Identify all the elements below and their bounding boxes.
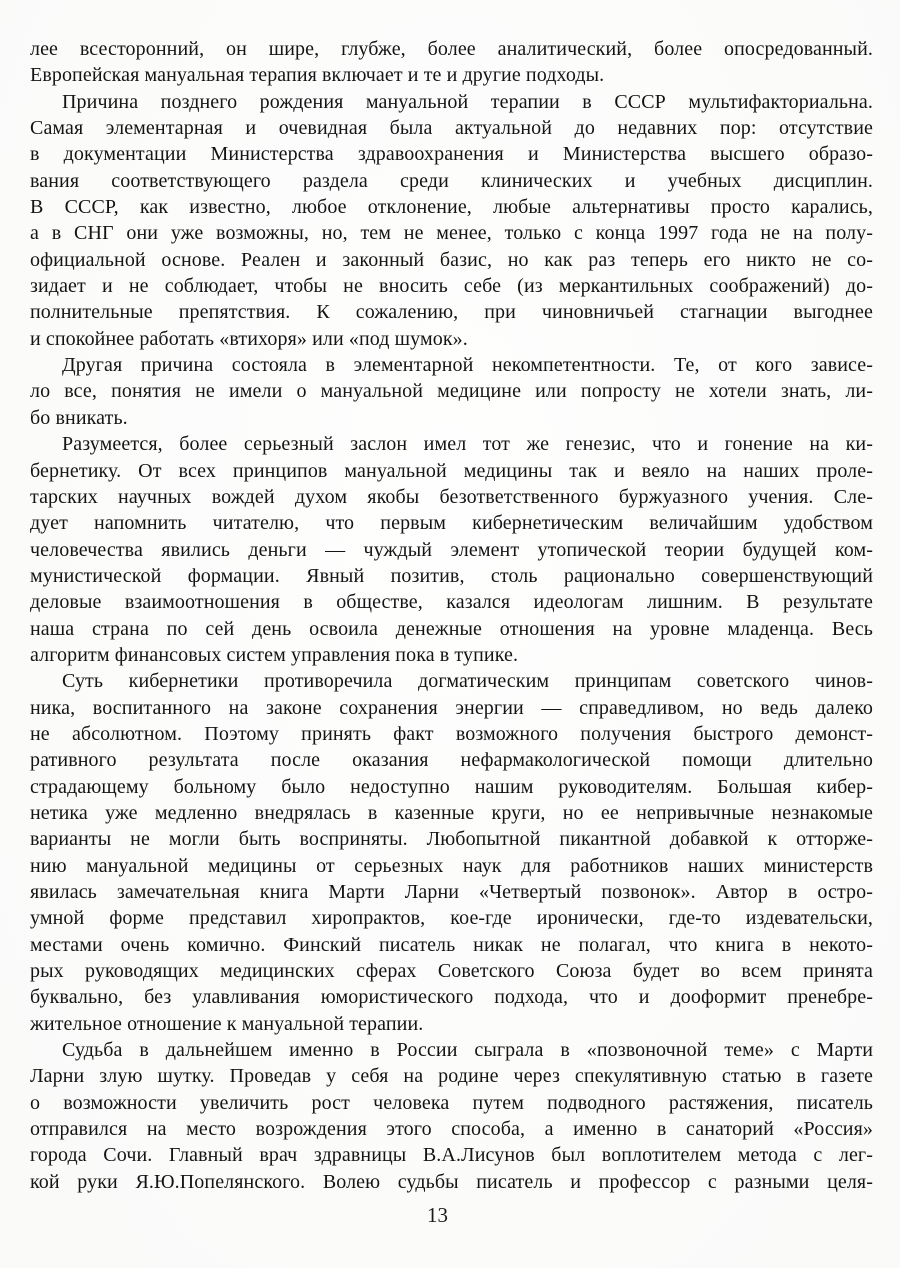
- text-line: ника, воспитанного на законе сохранения энергии — справедливом, но ведь далеко: [30, 696, 873, 719]
- paragraph: [30, 1037, 873, 1195]
- text-block: [30, 36, 873, 1195]
- text-line: Судьба в дальнейшем именно в России сыграла в «позвоночной теме» с Марти: [62, 1039, 873, 1062]
- text-line: и спокойнее работать «втихоря» или «под шумок».: [30, 327, 468, 350]
- text-line: нетика уже медленно внедрялась в казенные круги, но ее непривычные незнакомые: [30, 801, 873, 824]
- text-line: алгоритм финансовых систем управления пока в тупике.: [30, 643, 519, 666]
- paragraph: [30, 352, 873, 431]
- text-line: зидает и не соблюдает, чтобы не вносить себе (из меркантильных соображений) до-: [30, 275, 873, 298]
- paragraph: [30, 431, 873, 668]
- text-line: полнительные препятствия. К сожалению, при чиновничьей стагнации выгоднее: [30, 301, 873, 324]
- text-line: Другая причина состояла в элементарной некомпетентности. Те, от кого зависе-: [62, 354, 873, 377]
- text-line: В СССР, как известно, любое отклонение, любые альтернативы просто карались,: [30, 196, 873, 219]
- text-line: вания соответствующего раздела среди клинических и учебных дисциплин.: [30, 169, 873, 192]
- page-number: 13: [427, 1203, 448, 1227]
- text-line: бернетику. От всех принципов мануальной медицины так и веяло на наших проле-: [30, 459, 873, 482]
- text-line: человечества явились деньги — чуждый элемент утопической теории будущей ком-: [30, 538, 873, 561]
- paragraph: [30, 36, 873, 89]
- text-line: мунистической формации. Явный позитив, столь рационально совершенствующий: [30, 564, 873, 587]
- text-line: варианты не могли быть восприняты. Любопытной пикантной добавкой к отторже-: [30, 828, 873, 851]
- text-line: наша страна по сей день освоила денежные отношения на уровне младенца. Весь: [30, 617, 873, 640]
- text-line: буквально, без улавливания юмористического подхода, что и дооформит пренебре-: [30, 986, 873, 1009]
- text-line: местами очень комично. Финский писатель никак не полагал, что книга в некото-: [30, 933, 873, 956]
- text-line: Европейская мануальная терапия включает и те и другие подходы.: [30, 64, 605, 87]
- text-line: деловые взаимоотношения в обществе, казался идеологам лишним. В результате: [30, 591, 873, 614]
- text-line: Причина позднего рождения мануальной терапии в СССР мультифакториальна.: [62, 90, 873, 113]
- text-line: кой руки Я.Ю.Попелянского. Волею судьбы писатель и профессор с разными целя-: [30, 1170, 873, 1193]
- text-line: рых руководящих медицинских сферах Советского Союза будет во всем принята: [30, 960, 873, 983]
- text-line: отправился на место возрождения этого способа, а именно в санаторий «Россия»: [30, 1118, 873, 1141]
- text-line: Разумеется, более серьезный заслон имел тот же генезис, что и гонение на ки-: [62, 433, 873, 456]
- text-line: умной форме представил хиропрактов, кое-где иронически, где-то издевательски,: [30, 907, 873, 930]
- text-line: ративного результата после оказания нефармакологической помощи длительно: [30, 749, 873, 772]
- text-line: страдающему больному было недоступно нашим руководителям. Большая кибер-: [30, 775, 873, 798]
- text-line: а в СНГ они уже возможны, но, тем не менее, только с конца 1997 года не на полу-: [30, 222, 873, 245]
- text-line: ло все, понятия не имели о мануальной медицине или попросту не хотели знать, ли-: [30, 380, 873, 403]
- text-line: нию мануальной медицины от серьезных наук для работников наших министерств: [30, 854, 873, 877]
- text-line: Ларни злую шутку. Проведав у себя на родине через спекулятивную статью в газете: [30, 1065, 873, 1088]
- text-line: тарских научных вождей духом якобы безответственного буржуазного учения. Сле-: [30, 485, 873, 508]
- text-line: о возможности увеличить рост человека путем подводного растяжения, писатель: [30, 1091, 873, 1114]
- text-line: бо вникать.: [30, 406, 128, 429]
- text-line: дует напомнить читателю, что первым кибернетическим величайшим удобством: [30, 512, 873, 535]
- text-line: лее всесторонний, он шире, глубже, более аналитический, более опосредованный.: [30, 38, 873, 60]
- paragraph: [30, 89, 873, 352]
- text-line: города Сочи. Главный врач здравницы В.А.Лисунов был воплотителем метода с лег-: [30, 1144, 873, 1167]
- text-line: жительное отношение к мануальной терапии.: [30, 1012, 424, 1035]
- text-line: Самая элементарная и очевидная была актуальной до недавних пор: отсутствие: [30, 117, 873, 140]
- text-line: не абсолютном. Поэтому принять факт возможного получения быстрого демонст-: [30, 722, 873, 745]
- text-line: Суть кибернетики противоречила догматическим принципам советского чинов-: [62, 670, 873, 693]
- text-line: в документации Министерства здравоохранения и Министерства высшего образо-: [30, 143, 873, 166]
- text-line: явилась замечательная книга Марти Ларни «Четвертый позвонок». Автор в остро-: [30, 881, 873, 903]
- text-line: официальной основе. Реален и законный базис, но как раз теперь его никто не со-: [30, 248, 873, 271]
- paragraph: [30, 668, 873, 1037]
